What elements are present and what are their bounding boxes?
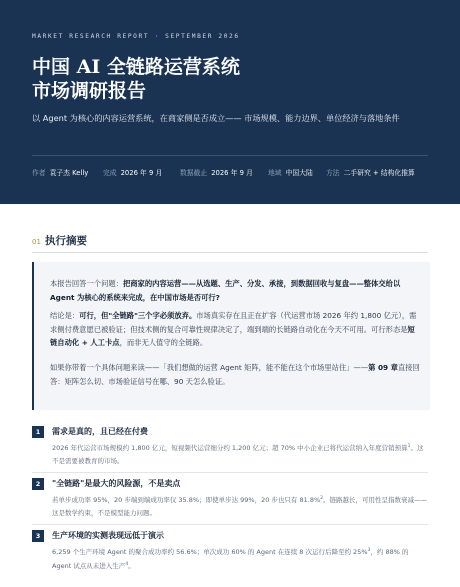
finding-text: 。 [128, 561, 135, 570]
finding-number: 2 [32, 478, 44, 490]
report-kicker: MARKET RESEARCH REPORT · SEPTEMBER 2026 [32, 33, 240, 40]
finding-text: 。这不是需要被教育的市场。 [52, 444, 424, 465]
summary-emphasis: 可行，但"全链路"三个字必须放弃。 [79, 311, 197, 320]
finding-divider [32, 472, 428, 473]
summary-text: ，而非无人值守的全链路。 [119, 338, 208, 347]
finding-divider [32, 524, 428, 525]
summary-text: 本报告回答一个问题： [50, 279, 123, 288]
footnote-ref[interactable]: 3 [367, 548, 371, 553]
meta-label: 地域 [268, 169, 282, 177]
summary-emphasis: 短链自动化 + 人工卡点 [50, 324, 415, 347]
finding-description [52, 493, 428, 519]
report-subtitle: 以 Agent 为核心的内容运营系统，在商家侧是否成立—— 市场规模、能力边界、单位经济与落地条件 [32, 113, 400, 123]
meta-method [326, 167, 415, 177]
header-divider [32, 155, 428, 156]
title-line-2: 市场调研报告 [32, 80, 147, 102]
finding-description [52, 441, 428, 467]
finding-title: 需求是真的，且已经在付费 [52, 427, 148, 436]
finding-description [52, 545, 428, 572]
meta-value: 2026 年 9 月 [120, 169, 163, 177]
finding-number: 3 [32, 530, 44, 542]
summary-paragraph-3 [50, 361, 420, 388]
summary-emphasis: 把商家的内容运营——从选题、生产、分发、承接，到数据回收与复盘——整体交给以 Agent 为核心的系统来完成，在中国市场是否可行? [50, 279, 401, 302]
meta-completed [103, 167, 162, 177]
section-title: 执行摘要 [45, 235, 87, 247]
finding-text: 6,259 个生产环境 Agent 的聚合成功率约 56.6%；单次成功 60% 的 Agent 在连续 8 次运行后降至约 25% [52, 548, 368, 557]
finding-text: 若单步成功率 95%，20 步端到端成功率仅 35.8%；即使单步达 99%，20 步也只有 81.8% [52, 496, 321, 505]
footnote-ref[interactable]: 2 [320, 496, 324, 501]
meta-label: 数据截止 [180, 169, 208, 177]
footnote-ref[interactable]: 4 [125, 561, 129, 567]
summary-text: 直接回答：矩阵怎么切、市场验证信号在哪、90 天怎么验证。 [50, 363, 420, 386]
report-header [0, 0, 460, 204]
meta-value: 二手研究 + 结构化推算 [343, 169, 415, 177]
summary-text: 市场真实存在且正在扩容（代运营市场 2026 年约 1,800 亿元），需求侧付费意愿已被验证；但技术侧的复合可靠性规律决定了，端到端的长链路自动化在今天不可用。可行形态是 [50, 311, 417, 334]
finding-text: 。链路越长，可用性呈指数衰减——这是数学约束，不是模型能力问题。 [52, 496, 428, 517]
summary-paragraph-2 [50, 309, 420, 350]
section-number: 01 [32, 238, 41, 246]
meta-author [32, 167, 88, 177]
meta-label: 完成 [103, 169, 117, 177]
report-title [32, 55, 412, 103]
finding-text: 2026 年代运营市场规模约 1,800 亿元，短视频代运营细分约 1,200 亿元；超 70% 中小企业已将代运营纳入年度营销预算 [52, 444, 408, 453]
meta-value: 中国大陆 [285, 169, 313, 177]
summary-paragraph-1 [50, 277, 420, 304]
finding-text: ，约 88% 的 Agent 试点从未进入生产 [52, 548, 409, 570]
summary-text: 结论是： [50, 311, 80, 320]
meta-data-cutoff [180, 167, 253, 177]
finding-number: 1 [32, 426, 44, 438]
section-divider [32, 252, 428, 253]
summary-emphasis: 第 09 章 [368, 363, 398, 372]
title-line-1: 中国 AI 全链路运营系统 [32, 56, 240, 78]
summary-text: 如果你带着一个具体问题来读——「我们想做的运营 Agent 矩阵，能不能在这个市场里站住」—— [50, 363, 369, 372]
meta-label: 方法 [326, 169, 340, 177]
summary-box [32, 262, 430, 410]
finding-title: 生产环境的实测表现远低于演示 [52, 531, 164, 540]
finding-title: "全链路"是最大的风险源，不是卖点 [52, 479, 181, 488]
footnote-ref[interactable]: 1 [407, 444, 411, 449]
meta-value: 袁子杰 Kelly [49, 169, 89, 177]
meta-value: 2026 年 9 月 [211, 169, 253, 177]
meta-label: 作者 [32, 169, 46, 177]
meta-region [268, 167, 313, 177]
